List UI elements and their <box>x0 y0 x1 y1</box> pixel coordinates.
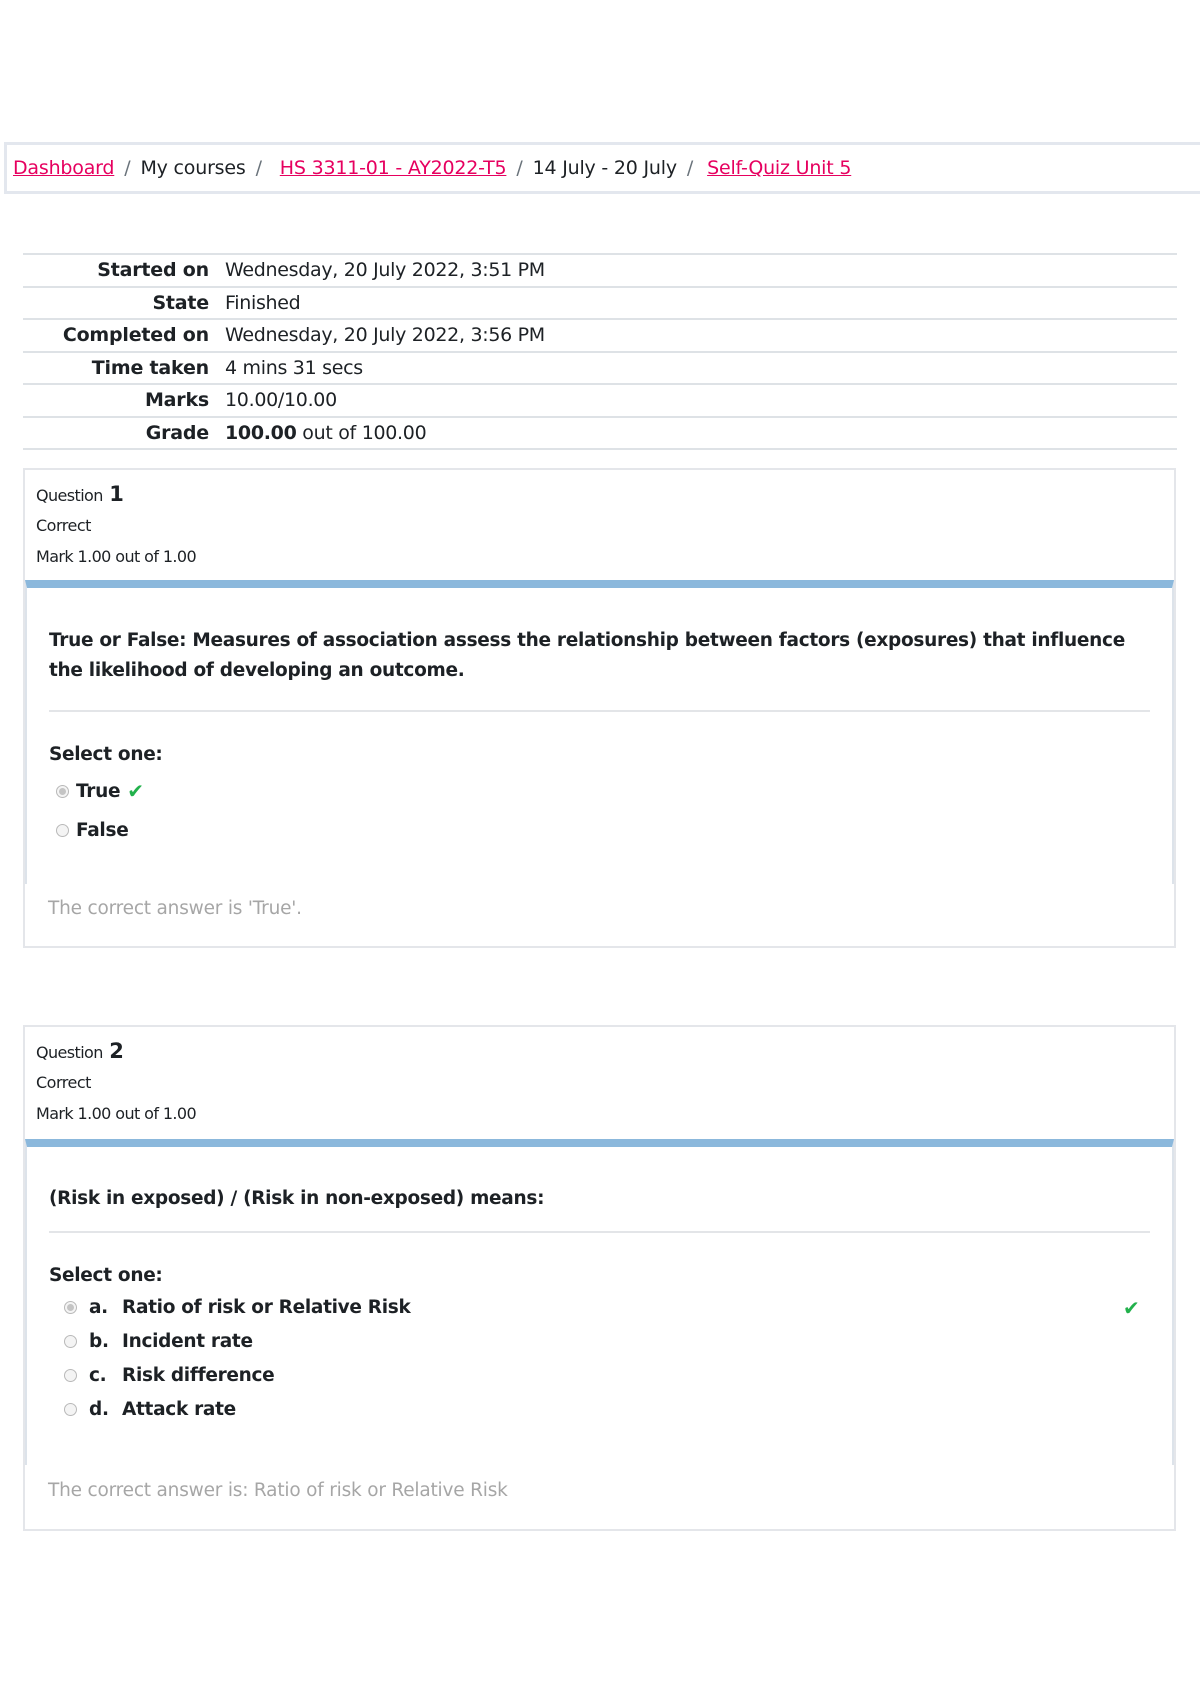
breadcrumb-my-courses: My courses <box>140 157 246 179</box>
time-taken-label: Time taken <box>91 356 209 379</box>
state-label: State <box>152 291 209 314</box>
option-label: Attack rate <box>122 1399 236 1420</box>
summary-row-started <box>23 254 1177 287</box>
check-icon: ✔ <box>127 779 144 803</box>
option-a[interactable] <box>64 1297 411 1318</box>
question-divider <box>49 710 1150 712</box>
started-on-label: Started on <box>97 259 209 282</box>
breadcrumb-separator: / <box>124 157 131 179</box>
breadcrumb-quiz-link[interactable]: Self-Quiz Unit 5 <box>707 157 852 179</box>
option-label: True <box>76 780 121 802</box>
option-letter: c. <box>89 1365 107 1386</box>
select-one-prompt: Select one: <box>49 1265 163 1286</box>
correct-answer-feedback: The correct answer is: Ratio of risk or Relative Risk <box>48 1480 508 1501</box>
grade-score: 100.00 <box>225 421 297 444</box>
completed-on-value: Wednesday, 20 July 2022, 3:56 PM <box>225 324 545 347</box>
breadcrumb-separator: / <box>516 157 523 179</box>
option-letter: a. <box>89 1297 108 1318</box>
completed-on-label: Completed on <box>62 324 209 347</box>
radio-button[interactable] <box>64 1369 77 1382</box>
summary-row-grade <box>23 417 1177 450</box>
breadcrumb-course-link[interactable]: HS 3311-01 - AY2022-T5 <box>279 157 507 179</box>
time-taken-value: 4 mins 31 secs <box>225 356 363 379</box>
attempt-summary-table <box>23 253 1177 450</box>
option-false[interactable] <box>56 820 128 841</box>
question-mark: Mark 1.00 out of 1.00 <box>36 1104 197 1123</box>
grade-value <box>219 417 1177 450</box>
check-icon: ✔ <box>1123 1296 1140 1320</box>
radio-button[interactable] <box>56 785 69 798</box>
question-info <box>25 470 1174 566</box>
radio-button[interactable] <box>64 1403 77 1416</box>
radio-button[interactable] <box>64 1335 77 1348</box>
correct-answer-feedback: The correct answer is 'True'. <box>48 898 302 919</box>
breadcrumb <box>4 142 1200 194</box>
option-label: Ratio of risk or Relative Risk <box>122 1297 411 1318</box>
question-1 <box>23 468 1176 948</box>
state-value: Finished <box>225 291 301 314</box>
question-formulation <box>25 580 1174 884</box>
question-mark: Mark 1.00 out of 1.00 <box>36 547 197 566</box>
question-label: Question <box>36 1043 103 1062</box>
option-letter: b. <box>89 1331 109 1352</box>
question-divider <box>49 1231 1150 1233</box>
grade-suffix: out of 100.00 <box>302 421 427 444</box>
option-c[interactable] <box>64 1365 274 1386</box>
summary-row-marks <box>23 384 1177 417</box>
question-number <box>36 1039 1174 1063</box>
breadcrumb-separator: / <box>255 157 262 179</box>
breadcrumb-week: 14 July - 20 July <box>532 157 677 179</box>
option-label: False <box>76 820 129 841</box>
breadcrumb-separator: / <box>686 157 694 179</box>
question-state: Correct <box>36 1073 91 1092</box>
started-on-value: Wednesday, 20 July 2022, 3:51 PM <box>225 259 545 282</box>
option-b[interactable] <box>64 1331 253 1352</box>
summary-row-time <box>23 352 1177 385</box>
select-one-prompt: Select one: <box>49 744 163 765</box>
question-text: (Risk in exposed) / (Risk in non-exposed) means: <box>49 1188 545 1209</box>
grade-label: Grade <box>145 421 209 444</box>
marks-value: 10.00/10.00 <box>225 389 337 412</box>
question-number-value: 1 <box>109 482 124 506</box>
option-label: Incident rate <box>122 1331 253 1352</box>
option-label: Risk difference <box>122 1365 275 1386</box>
question-label: Question <box>36 486 103 505</box>
breadcrumb-dashboard-link[interactable]: Dashboard <box>13 157 115 179</box>
summary-row-state <box>23 287 1177 320</box>
marks-label: Marks <box>144 389 209 412</box>
option-d[interactable] <box>64 1399 236 1420</box>
question-number <box>36 482 1174 506</box>
radio-button[interactable] <box>64 1301 77 1314</box>
option-letter: d. <box>89 1399 109 1420</box>
question-state: Correct <box>36 516 91 535</box>
radio-button[interactable] <box>56 824 69 837</box>
question-info <box>25 1027 1174 1123</box>
summary-row-completed <box>23 319 1177 352</box>
question-2 <box>23 1025 1176 1531</box>
question-text: True or False: Measures of association assess the relationship between factors (exposures) that influence the likelihood of developing an outcome. <box>49 630 1125 681</box>
question-number-value: 2 <box>109 1039 124 1063</box>
question-formulation <box>25 1139 1174 1465</box>
option-true[interactable] <box>56 779 144 803</box>
